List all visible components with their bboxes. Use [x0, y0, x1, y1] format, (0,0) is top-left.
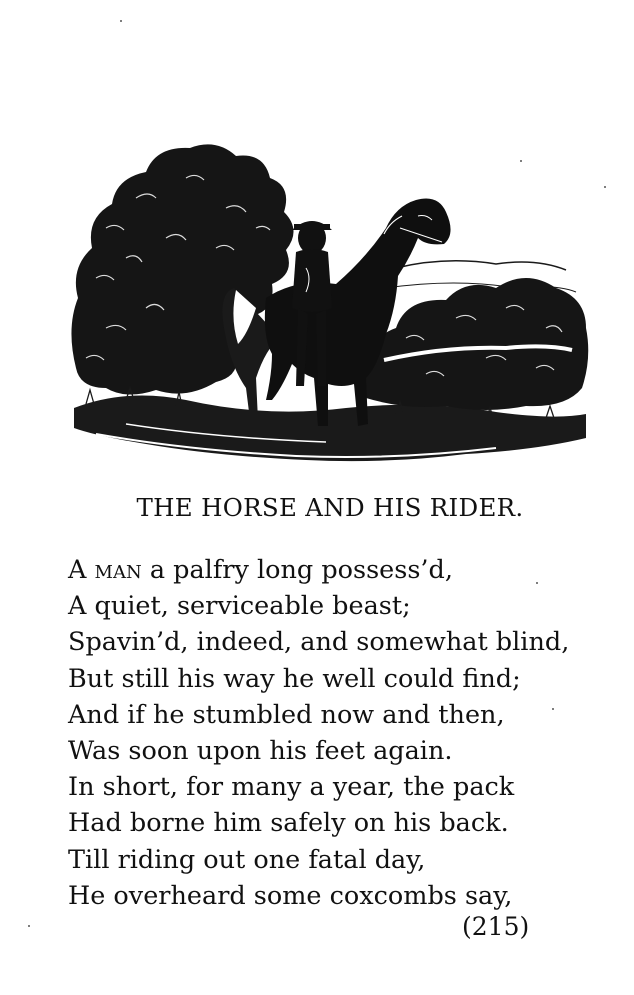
horse-and-rider-engraving — [66, 138, 592, 470]
print-speck — [520, 160, 522, 162]
verse-line: A quiet, serviceable beast; — [68, 591, 411, 622]
verse-line: Spavin’d, indeed, and somewhat blind, — [68, 627, 570, 658]
page-number: (215) — [462, 912, 530, 941]
verse-line: But still his way he well could find; — [68, 663, 521, 694]
print-speck — [28, 925, 30, 927]
print-speck — [120, 20, 122, 22]
verse-text — [68, 552, 569, 914]
verse-first-line-rest: a palfry long possess’d, — [141, 555, 453, 585]
chapter-title: THE HORSE AND HIS RIDER. — [136, 493, 524, 522]
verse-line: And if he stumbled now and then, — [68, 699, 505, 730]
print-speck — [536, 582, 538, 584]
verse-line: Till riding out one fatal day, — [68, 844, 426, 875]
verse-line: Was soon upon his feet again. — [68, 735, 453, 766]
verse-line: He overheard some coxcombs say, — [68, 880, 513, 911]
verse-line: Had borne him safely on his back. — [68, 808, 509, 839]
print-speck — [604, 186, 606, 188]
verse-line — [68, 552, 569, 588]
verse-line: In short, for many a year, the pack — [68, 772, 515, 803]
print-speck — [552, 708, 554, 710]
verse-smallcaps-word: man — [94, 555, 142, 584]
verse-initial: A — [68, 555, 95, 585]
